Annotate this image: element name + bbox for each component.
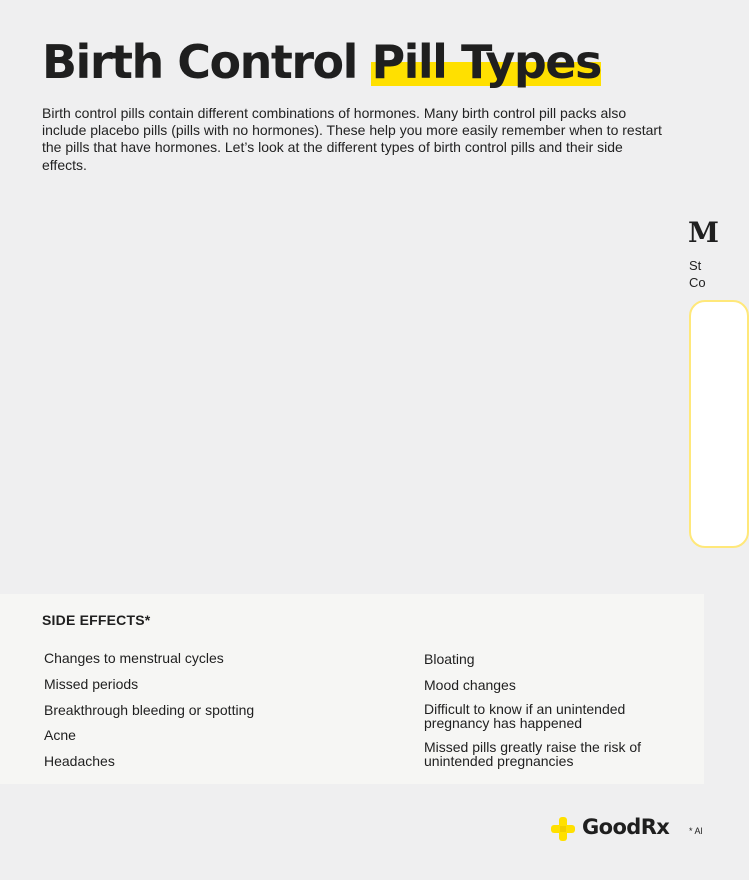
side-effect-item: Mood changes — [424, 677, 516, 693]
side-effect-item: Acne — [44, 727, 76, 743]
title-highlight: Pill Types — [371, 35, 601, 89]
side-effect-item: Missed pills greatly raise the risk of unintended pregnancies — [424, 739, 642, 769]
card-subtitle-line-2: Co — [689, 275, 706, 290]
title-text: Birth Control — [42, 35, 372, 89]
side-effects-title: SIDE EFFECTS* — [42, 612, 151, 628]
side-effect-item: Difficult to know if an unintended pregnancy has happened — [424, 701, 626, 731]
side-effect-item: Bloating — [424, 651, 475, 667]
card-subtitle-cropped — [689, 257, 706, 291]
footnote-cropped: * Al — [689, 826, 703, 836]
side-effect-item: Missed periods — [44, 676, 139, 692]
side-effect-item: Headaches — [44, 753, 115, 769]
card-heading-cropped: M — [688, 216, 719, 249]
plus-icon — [551, 817, 575, 841]
intro-paragraph: Birth control pills contain different combinations of hormones. Many birth control pill packs also include placebo pills (pills with no hormones). These help you more easily remember when to restart the pills that have hormones. Let’s look at the different types of birth control pills and their side effects. — [42, 105, 662, 173]
side-effect-item: Breakthrough bleeding or spotting — [44, 702, 255, 718]
pill-pack-card — [689, 300, 749, 548]
logo-text: GoodRx — [582, 815, 670, 839]
card-subtitle-line-1: St — [689, 258, 702, 273]
page-title — [42, 30, 601, 94]
side-effect-item: Changes to menstrual cycles — [44, 650, 224, 666]
